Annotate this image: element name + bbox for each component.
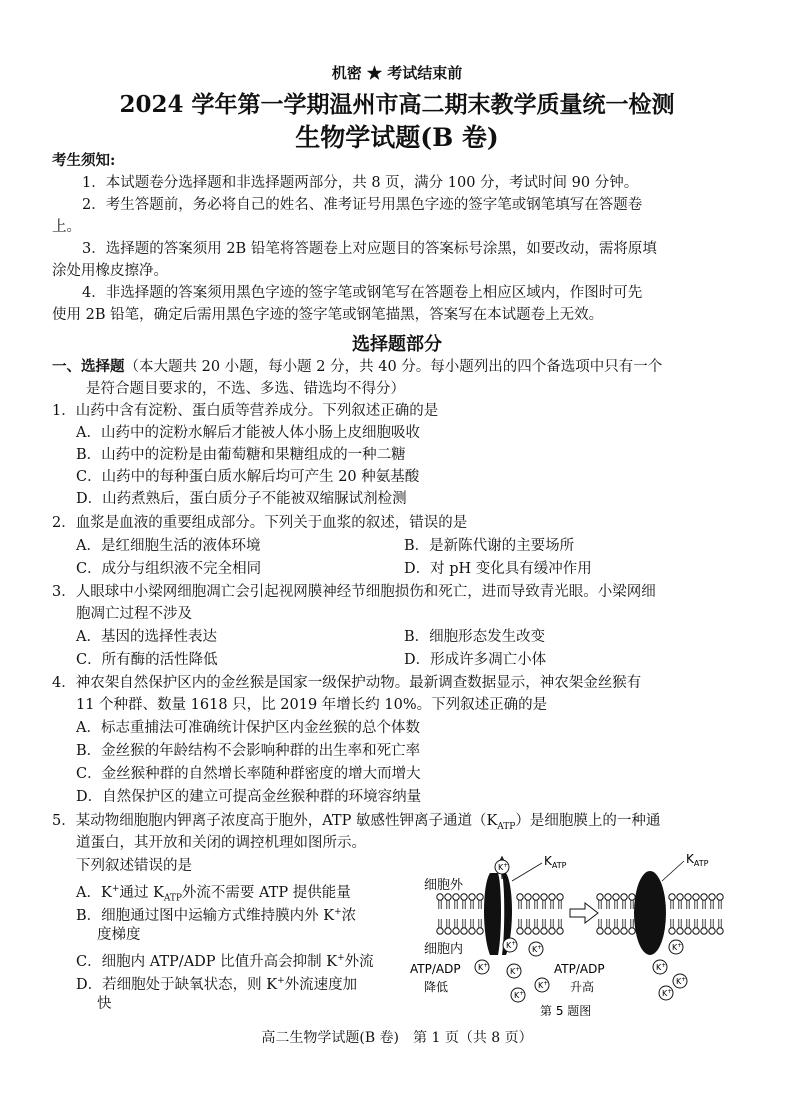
svg-text:K+: K+ bbox=[662, 988, 673, 998]
notice-item-4-cont: 使用 2B 铅笔，确定后需用黑色字迹的签字笔或钢笔描黑，答案写在本试题卷上无效。 bbox=[52, 307, 604, 323]
potassium-ion bbox=[495, 860, 509, 874]
q5-a-sub: ATP bbox=[163, 893, 182, 904]
lipid-molecule bbox=[517, 894, 523, 909]
lipid-molecule bbox=[605, 894, 611, 909]
svg-text:K+: K+ bbox=[506, 940, 517, 950]
q2-option-d: D．对 pH 变化具有缓冲作用 bbox=[404, 561, 592, 577]
lipid-molecule bbox=[541, 919, 547, 934]
svg-text:K+: K+ bbox=[478, 962, 489, 972]
q5-option-c bbox=[76, 947, 374, 973]
lipid-molecule bbox=[717, 919, 723, 934]
right-ratio-label: ATP/ADP bbox=[554, 962, 605, 976]
right-state-label: 升高 bbox=[570, 980, 595, 994]
section-heading-bold: 一、选择题 bbox=[52, 358, 125, 375]
potassium-ion bbox=[503, 938, 517, 952]
page-footer: 高二生物学试题(B 卷) 第 1 页（共 8 页） bbox=[261, 1030, 533, 1046]
lipid-molecule bbox=[709, 919, 715, 934]
page-subtitle: 生物学试题(B 卷) bbox=[295, 123, 499, 152]
q3-option-b: B．细胞形态发生改变 bbox=[404, 629, 546, 645]
lipid-molecule bbox=[717, 894, 723, 909]
lipid-molecule bbox=[693, 894, 699, 909]
q4-option-a: A．标志重捕法可准确统计保护区内金丝猴的总个体数 bbox=[76, 720, 420, 736]
potassium-ion bbox=[535, 978, 549, 992]
q5-stem-sub: ATP bbox=[497, 821, 516, 832]
section-heading bbox=[52, 356, 662, 378]
notice-item-2-cont: 上。 bbox=[52, 219, 81, 235]
q5-stem-cont: 道蛋白，其开放和关闭的调控机理如图所示。 bbox=[76, 835, 366, 851]
left-ratio-label: ATP/ADP bbox=[410, 962, 461, 976]
notice-item-3: 3．选择题的答案须用 2B 铅笔将答题卷上对应题目的答案标号涂黑，如要改动，需将原填 bbox=[82, 241, 657, 257]
transition-arrow bbox=[570, 903, 598, 923]
lipid-molecule bbox=[621, 894, 627, 909]
figure-caption: 第 5 题图 bbox=[540, 1004, 592, 1018]
q4-option-d: D．自然保护区的建立可提高金丝猴种群的环境容纳量 bbox=[76, 789, 422, 805]
lipid-molecule bbox=[549, 894, 555, 909]
q5-option-d bbox=[76, 970, 357, 996]
q5-c-text: C．细胞内 ATP/ADP 比值升高会抑制 K bbox=[76, 953, 338, 970]
lipid-molecule bbox=[693, 919, 699, 934]
q4-option-c: C．金丝猴种群的自然增长率随种群密度的增大而增大 bbox=[76, 766, 421, 782]
q5-option-b bbox=[76, 901, 356, 927]
lipid-molecule bbox=[525, 894, 531, 909]
lipid-molecule bbox=[437, 894, 443, 909]
svg-text:K+: K+ bbox=[510, 966, 521, 976]
lipid-molecule bbox=[461, 919, 467, 934]
q5-stem-text-2: ）是细胞膜上的一种通 bbox=[515, 813, 661, 829]
lipid-molecule bbox=[469, 919, 475, 934]
svg-text:K+: K+ bbox=[656, 962, 667, 972]
confidential-label: 机密 ★ 考试结束前 bbox=[331, 64, 463, 82]
svg-text:K+: K+ bbox=[676, 976, 687, 986]
lipid-molecule bbox=[445, 919, 451, 934]
lipid-molecule bbox=[677, 919, 683, 934]
lipid-molecule bbox=[629, 919, 635, 934]
q3-option-d: D．形成许多凋亡小体 bbox=[404, 652, 547, 668]
notice-item-4: 4．非选择题的答案须用黑色字迹的签字笔或钢笔写在答题卷上相应区域内，作图时可先 bbox=[82, 285, 643, 301]
lipid-molecule bbox=[445, 894, 451, 909]
lipid-molecule bbox=[557, 894, 563, 909]
outside-label: 细胞外 bbox=[424, 878, 464, 893]
lipid-molecule bbox=[453, 894, 459, 909]
section-heading-rest: （本大题共 20 小题，每小题 2 分，共 40 分。每小题列出的四个备选项中只有一个 bbox=[124, 359, 663, 375]
katp-channel-figure bbox=[410, 845, 730, 1020]
q5-a-text: A．K bbox=[76, 884, 112, 901]
q3-stem: 3．人眼球中小梁网细胞凋亡会引起视网膜神经节细胞损伤和死亡，进而导致青光眼。小梁网细 bbox=[52, 584, 656, 600]
potassium-ion bbox=[507, 964, 521, 978]
potassium-ion bbox=[673, 974, 687, 988]
q1-option-a: A．山药中的淀粉水解后才能被人体小肠上皮细胞吸收 bbox=[76, 425, 420, 441]
q5-d-sup: + bbox=[277, 976, 285, 986]
svg-text:K+: K+ bbox=[532, 944, 543, 954]
lipid-molecule bbox=[477, 919, 483, 934]
q5-c-sup: + bbox=[337, 953, 345, 963]
lipid-molecule bbox=[533, 919, 539, 934]
lipid-molecule bbox=[453, 919, 459, 934]
left-katp-label: $K_{ATP}$ bbox=[544, 854, 567, 870]
q1-option-b: B．山药中的淀粉是由葡萄糖和果糖组成的一种二糖 bbox=[76, 447, 406, 463]
lipid-molecule bbox=[517, 919, 523, 934]
q2-option-a: A．是红细胞生活的液体环境 bbox=[76, 538, 261, 554]
q1-option-c: C．山药中的每种蛋白质水解后均可产生 20 种氨基酸 bbox=[76, 469, 420, 485]
svg-text:K+: K+ bbox=[538, 980, 549, 990]
q4-stem-cont: 11 个种群、数量 1618 只，比 2019 年增长约 10%。下列叙述正确的是 bbox=[76, 697, 548, 713]
lipid-molecule bbox=[477, 894, 483, 909]
potassium-ion bbox=[659, 986, 673, 1000]
notice-item-2: 2．考生答题前，务必将自己的姓名、准考证号用黑色字迹的签字笔或钢笔填写在答题卷 bbox=[82, 197, 643, 213]
lipid-molecule bbox=[613, 919, 619, 934]
notice-item-3-cont: 涂处用橡皮擦净。 bbox=[52, 263, 168, 279]
lipid-molecule bbox=[701, 919, 707, 934]
lipid-molecule bbox=[605, 919, 611, 934]
q5-a-text-2: 通过 K bbox=[119, 884, 164, 901]
lipid-molecule bbox=[701, 894, 707, 909]
lipid-molecule bbox=[685, 894, 691, 909]
potassium-ion bbox=[529, 942, 543, 956]
q2-option-b: B．是新陈代谢的主要场所 bbox=[404, 538, 575, 554]
lipid-molecule bbox=[541, 894, 547, 909]
page-title: 2024 学年第一学期温州市高二期末教学质量统一检测 bbox=[119, 91, 675, 118]
svg-text:K+: K+ bbox=[672, 942, 683, 952]
q5-d-text-2: 外流速度加 bbox=[284, 976, 358, 993]
q5-a-text-3: 外流不需要 ATP 提供能量 bbox=[181, 884, 351, 901]
q5-b-text-2: 浓 bbox=[341, 907, 357, 924]
lipid-molecule bbox=[597, 919, 603, 934]
lipid-molecule bbox=[597, 894, 603, 909]
q2-stem: 2．血浆是血液的重要组成部分。下列关于血浆的叙述，错误的是 bbox=[52, 515, 468, 531]
lipid-molecule bbox=[685, 919, 691, 934]
q2-option-c: C．成分与组织液不完全相同 bbox=[76, 561, 262, 577]
q1-stem: 1．山药中含有淀粉、蛋白质等营养成分。下列叙述正确的是 bbox=[52, 403, 439, 419]
notice-item-1: 1．本试题卷分选择题和非选择题两部分，共 8 页，满分 100 分，考试时间 90 分钟。 bbox=[82, 175, 639, 191]
q5-b-text: B．细胞通过图中运输方式维持膜内外 K bbox=[76, 907, 335, 924]
lipid-molecule bbox=[677, 894, 683, 909]
right-katp-label: $K_{ATP}$ bbox=[686, 852, 709, 868]
lipid-molecule bbox=[613, 894, 619, 909]
q1-option-d: D．山药煮熟后，蛋白质分子不能被双缩脲试剂检测 bbox=[76, 491, 407, 507]
lipid-molecule bbox=[461, 894, 467, 909]
lipid-molecule bbox=[549, 919, 555, 934]
potassium-ion bbox=[653, 960, 667, 974]
potassium-ion bbox=[475, 960, 489, 974]
lipid-molecule bbox=[437, 919, 443, 934]
potassium-ion bbox=[511, 988, 525, 1002]
left-state-label: 降低 bbox=[424, 980, 449, 994]
section-title: 选择题部分 bbox=[352, 334, 442, 355]
q5-stem-text: 5．某动物细胞胞内钾离子浓度高于胞外，ATP 敏感性钾离子通道（K bbox=[52, 813, 498, 829]
q5-option-b-cont: 度梯度 bbox=[97, 927, 141, 943]
lipid-molecule bbox=[533, 894, 539, 909]
lipid-molecule bbox=[469, 894, 475, 909]
right-channel-protein bbox=[634, 871, 666, 955]
q5-stem-question: 下列叙述错误的是 bbox=[76, 858, 192, 874]
svg-text:K+: K+ bbox=[498, 862, 509, 872]
lipid-molecule bbox=[709, 894, 715, 909]
inside-label: 细胞内 bbox=[424, 942, 464, 957]
q5-d-text: D．若细胞处于缺氧状态，则 K bbox=[76, 976, 278, 993]
lipid-molecule bbox=[669, 894, 675, 909]
q3-stem-cont: 胞凋亡过程不涉及 bbox=[76, 606, 192, 622]
q3-option-c: C．所有酶的活性降低 bbox=[76, 652, 218, 668]
lipid-molecule bbox=[557, 919, 563, 934]
q5-c-text-2: 外流 bbox=[344, 953, 374, 970]
q5-option-d-cont: 快 bbox=[97, 996, 112, 1012]
q3-option-a: A．基因的选择性表达 bbox=[76, 629, 217, 645]
section-heading-cont: 是符合题目要求的，不选、多选、错选均不得分） bbox=[86, 381, 405, 397]
lipid-molecule bbox=[621, 919, 627, 934]
potassium-ion bbox=[669, 940, 683, 954]
lipid-molecule bbox=[669, 919, 675, 934]
q5-a-sup: + bbox=[111, 884, 120, 894]
q5-b-sup: + bbox=[334, 907, 342, 917]
left-channel-protein bbox=[484, 873, 501, 955]
notice-heading: 考生须知: bbox=[52, 152, 116, 169]
q4-stem: 4．神农架自然保护区内的金丝猴是国家一级保护动物。最新调查数据显示，神农架金丝猴有 bbox=[52, 675, 642, 691]
svg-text:K+: K+ bbox=[514, 990, 525, 1000]
q4-option-b: B．金丝猴的年龄结构不会影响种群的出生率和死亡率 bbox=[76, 743, 421, 759]
lipid-molecule bbox=[525, 919, 531, 934]
